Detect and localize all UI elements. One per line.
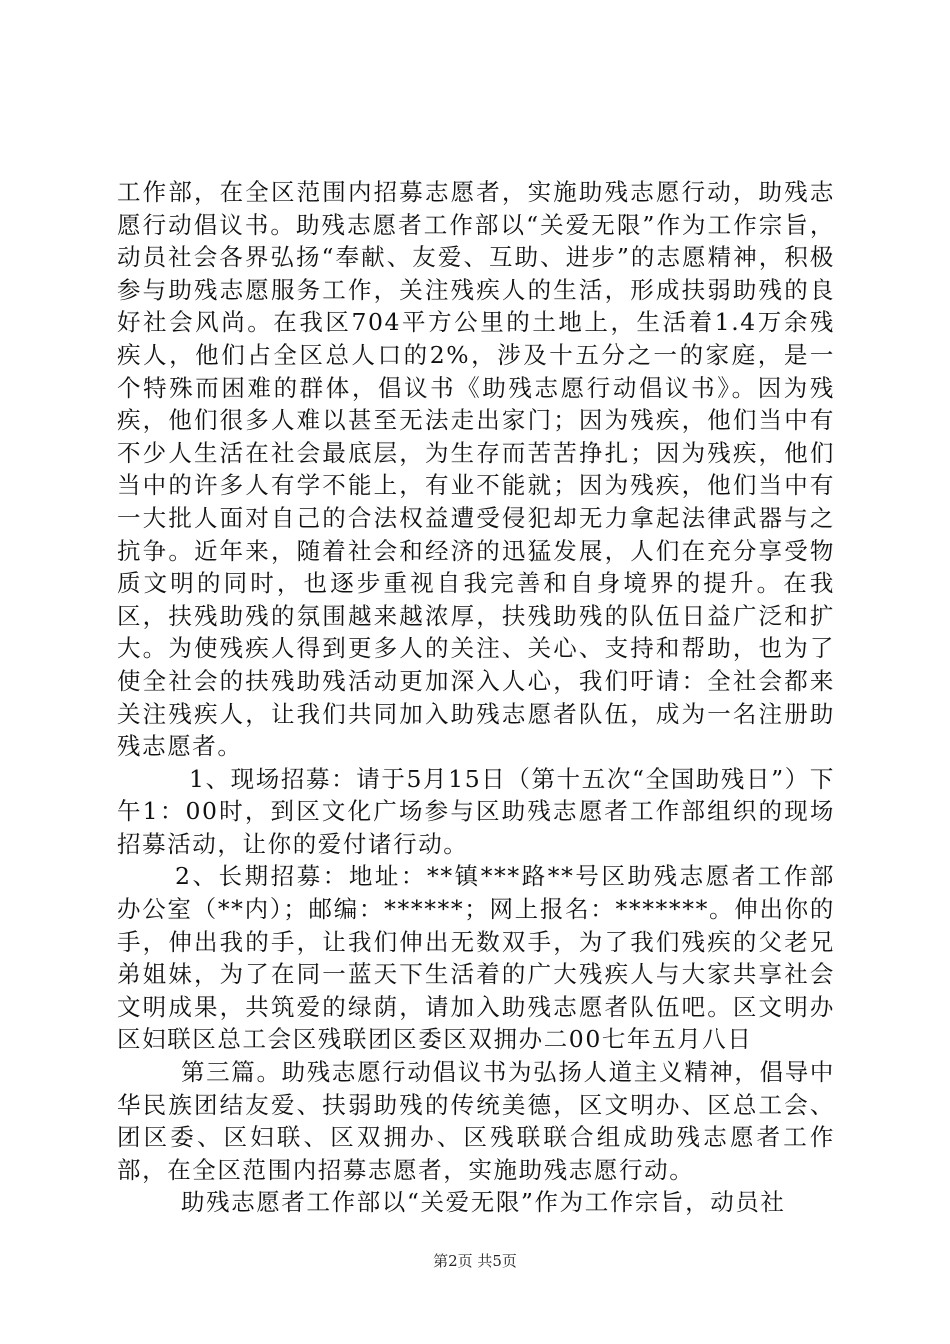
paragraph-third-article: 第三篇。助残志愿行动倡议书为弘扬人道主义精神，倡导中华民族团结友爱、扶弱助残的传统美德，区文明办、区总工会、团区委、区妇联、区双拥办、区残联联合组成助残志愿者工作部，在全区范围内招募志愿者，实施助残志愿行动。 (117, 1058, 835, 1184)
paragraph-onsite-recruitment: 1、现场招募：请于5月15日（第十五次“全国助残日”）下午1：00时，到区文化广场参与区助残志愿者工作部组织的现场招募活动，让你的爱付诸行动。 (117, 764, 835, 858)
paragraph-long-term-recruitment: 2、长期招募：地址：**镇***路**号区助残志愿者工作部办公室（**内）；邮编：******；网上报名：*******。伸出你的手，伸出我的手，让我们伸出无数双手，为了我们残疾的父老兄弟姐妹，为了在同一蓝天下生活着的广大残疾人与大家共享社会文明成果，共筑爱的绿荫，请加入助残志愿者队伍吧。区文明办区妇联区总工会区残联团区委区双拥办二00七年五月八日 (117, 862, 835, 1054)
paragraph-intro: 工作部，在全区范围内招募志愿者，实施助残志愿行动，助残志愿行动倡议书。助残志愿者工作部以“关爱无限”作为工作宗旨，动员社会各界弘扬“奉献、友爱、互助、进步”的志愿精神，积极参与助残志愿服务工作，关注残疾人的生活，形成扶弱助残的良好社会风尚。在我区704平方公里的土地上，生活着1.4万余残疾人，他们占全区总人口的2%，涉及十五分之一的家庭，是一个特殊而困难的群体，倡议书《助残志愿行动倡议书》。因为残疾，他们很多人难以甚至无法走出家门；因为残疾，他们当中有不少人生活在社会最底层，为生存而苦苦挣扎；因为残疾，他们当中的许多人有学不能上，有业不能就；因为残疾，他们当中有一大批人面对自己的合法权益遭受侵犯却无力拿起法律武器与之抗争。近年来，随着社会和经济的迅猛发展，人们在充分享受物质文明的同时，也逐步重视自我完善和自身境界的提升。在我区，扶残助残的氛围越来越浓厚，扶残助残的队伍日益广泛和扩大。为使残疾人得到更多人的关注、关心、支持和帮助，也为了使全社会的扶残助残活动更加深入人心，我们吁请：全社会都来关注残疾人，让我们共同加入助残志愿者队伍，成为一名注册助残志愿者。 (117, 178, 835, 761)
page-number-footer: 第2页 共5页 (433, 1252, 517, 1270)
paragraph-continuation: 助残志愿者工作部以“关爱无限”作为工作宗旨，动员社 (181, 1188, 786, 1217)
document-body (117, 176, 835, 1219)
